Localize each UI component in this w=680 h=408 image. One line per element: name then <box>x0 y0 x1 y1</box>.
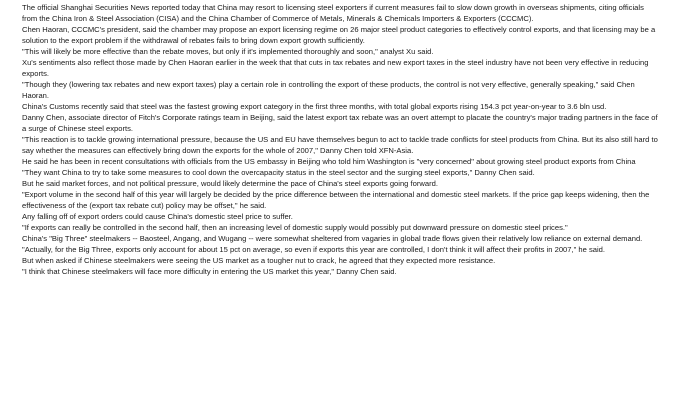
paragraph: China's Customs recently said that steel was the fastest growing export category in the first three months, with total global exports rising 154.3 pct year-on-year to 3.6 bln usd. <box>22 102 607 111</box>
paragraph: Xu's sentiments also reflect those made by Chen Haoran earlier in the week that that cuts in tax rebates and new export taxes in the steel industry have not been very effective in reducing exports. <box>22 58 649 78</box>
paragraph: But he said market forces, and not political pressure, would likely determine the pace of China's steel exports going forward. <box>22 179 438 188</box>
paragraph: The official Shanghai Securities News reported today that China may resort to licensing steel exporters if current measures fail to slow down growth in overseas shipments, citing officials from the China Iron & Steel Association (CISA) and the China Chamber of Commerce of Metals, Minerals & Chemicals Importers & Exporters (CCCMC). <box>22 3 644 23</box>
paragraph: Danny Chen, associate director of Fitch's Corporate ratings team in Beijing, said the latest export tax rebate was an overt attempt to placate the country's major trading partners in the face of a surge of Chinese steel exports. <box>22 113 658 133</box>
paragraph: "This will likely be more effective than the rebate moves, but only if it's implemented thoroughly and soon," analyst Xu said. <box>22 47 434 56</box>
paragraph: China's "Big Three" steelmakers -- Baosteel, Angang, and Wugang -- were somewhat sheltered from vagaries in global trade flows given their relatively low reliance on external demand. <box>22 234 643 243</box>
paragraph: "This reaction is to tackle growing international pressure, because the US and EU have themselves begun to act to tackle trade conflicts for steel products from China. But its also still hard to say whether the measures can effectively bring down the exports for the whole of 2007," Danny Chen told XFN-Asia. <box>22 135 658 155</box>
paragraph: "If exports can really be controlled in the second half, then an increasing level of domestic supply would possibly put downward pressure on domestic steel prices." <box>22 223 568 232</box>
paragraph: But when asked if Chinese steelmakers were seeing the US market as a tougher nut to crack, he agreed that they expected more resistance. <box>22 256 496 265</box>
article-body <box>22 2 660 277</box>
paragraph: He said he has been in recent consultations with officials from the US embassy in Beijing who told him Washington is "very concerned" about growing steel product exports from China <box>22 157 636 166</box>
paragraph: "Though they (lowering tax rebates and new export taxes) play a certain role in controlling the export of these products, the control is not very effective, generally speaking," said Chen Haoran. <box>22 80 635 100</box>
paragraph: "Actually, for the Big Three, exports only account for about 15 pct on average, so even if exports this year are controlled, I don't think it will affect their profits in 2007," he said. <box>22 245 606 254</box>
paragraph: Any falling off of export orders could cause China's domestic steel price to suffer. <box>22 212 293 221</box>
paragraph: "They want China to try to take some measures to cool down the overcapacity status in the steel sector and the surging steel exports," Danny Chen said. <box>22 168 535 177</box>
paragraph: "Export volume in the second half of this year will largely be decided by the price difference between the international and domestic steel markets. If the price gap keeps widening, then the effectiveness of the (export tax rebate cut) policy may be offset," he said. <box>22 190 650 210</box>
paragraph: Chen Haoran, CCCMC's president, said the chamber may propose an export licensing regime on 26 major steel product categories to effectively control exports, and that licensing may be a solution to the export problem if the withdrawal of rebates fails to bring down export growth sufficiently. <box>22 25 656 45</box>
paragraph: "I think that Chinese steelmakers will face more difficulty in entering the US market this year," Danny Chen said. <box>22 267 397 276</box>
